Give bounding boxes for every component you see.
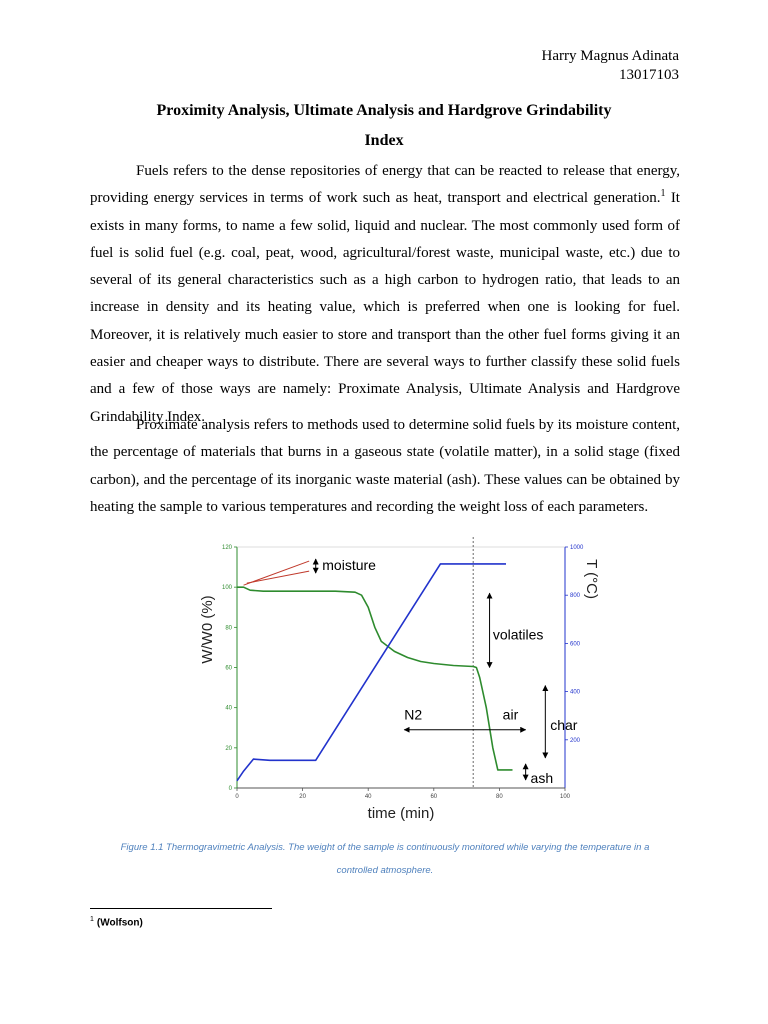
x-axis-label: time (min) <box>367 805 435 822</box>
figure-caption-line-1: Figure 1.1 Thermogravimetric Analysis. The weight of the sample is continuously monitored while varying the temperature in a <box>120 842 650 853</box>
student-id: 13017103 <box>619 67 679 83</box>
moisture-label: moisture <box>322 557 376 574</box>
paragraph-fuels-text-b: It exists in many forms, to name a few solid, liquid and nuclear. The most commonly used form of fuel is solid fuel (e.g. coal, peat, wood, agricultural/forest waste, municipal waste, etc.) due to several of its general characteristics such as a high carbon to hydrogen ratio, that leads to an increase in density and its heating value, which is preferred when one is looking for fuel. Moreover, it is relatively much easier to store and transport than the other fuel forms giving it an easier and cheaper ways to distribute. There are several ways to further classify these solid fuels and a few of those ways are namely: Proximate Analysis, Ultimate Analysis and Hardgrove Grindability Index. <box>90 190 680 425</box>
y-left-tick-label: 120 <box>221 545 232 551</box>
x-tick-label: 80 <box>496 794 503 800</box>
char-label: char <box>550 716 578 733</box>
y-left-tick-label: 20 <box>225 745 232 752</box>
footnote-text: (Wolfson) <box>96 917 143 929</box>
y-right-tick-label: 600 <box>570 641 581 648</box>
weight-curve <box>237 587 513 770</box>
y-right-tick-label: 400 <box>570 689 581 696</box>
y-right-axis-label: T (°C) <box>583 559 600 599</box>
footnote-reference[interactable]: 1 <box>660 188 666 200</box>
x-tick-label: 100 <box>559 794 571 800</box>
paragraph-fuels <box>90 158 680 431</box>
y-left-tick-label: 40 <box>225 705 232 712</box>
y-right-tick-label: 200 <box>570 737 581 744</box>
volatiles-label: volatiles <box>492 626 544 643</box>
tga-figure <box>195 535 600 825</box>
x-tick-label: 60 <box>430 794 438 800</box>
y-left-tick-label: 80 <box>225 625 232 632</box>
footnote <box>90 916 143 928</box>
y-left-axis-label: W/W0 (%) <box>199 595 216 664</box>
document-title <box>80 96 688 156</box>
footnote-number: 1 <box>90 916 94 923</box>
figure-caption-line-2: controlled atmosphere. <box>336 865 434 876</box>
y-right-tick-label: 1000 <box>570 545 584 551</box>
title-line-1: Proximity Analysis, Ultimate Analysis and Hardgrove Grindability <box>156 102 612 119</box>
y-left-tick-label: 60 <box>225 665 232 672</box>
paragraph-fuels-text-a: Fuels refers to the dense repositories of energy that can be reacted to release that energy, providing energy services in terms of work such as heat, transport and electrical generation. <box>90 163 680 207</box>
x-tick-label: 20 <box>299 794 306 800</box>
ash-label: ash <box>530 769 554 786</box>
n2-label: N2 <box>404 706 423 723</box>
tga-chart <box>195 535 600 825</box>
paragraph-proximate-analysis: Proximate analysis refers to methods used to determine solid fuels by its moisture content, the percentage of materials that burns in a gaseous state (volatile matter), in a solid stage (fixed carbon), and the percentage of its inorganic waste material (ash). These values can be obtained by heating the sample to various temperatures and recording the weight loss of each parameters. <box>90 417 680 515</box>
footnote-divider <box>90 908 272 909</box>
y-right-tick-label: 800 <box>570 593 581 600</box>
x-tick-label: 40 <box>364 794 372 800</box>
temperature-curve <box>237 564 506 781</box>
air-label: air <box>502 706 519 723</box>
y-left-tick-label: 100 <box>221 585 232 592</box>
title-line-2: Index <box>364 132 404 149</box>
author-name: Harry Magnus Adinata <box>541 48 679 64</box>
y-left-tick-label: 0 <box>228 786 232 792</box>
x-tick-label: 0 <box>235 794 239 800</box>
